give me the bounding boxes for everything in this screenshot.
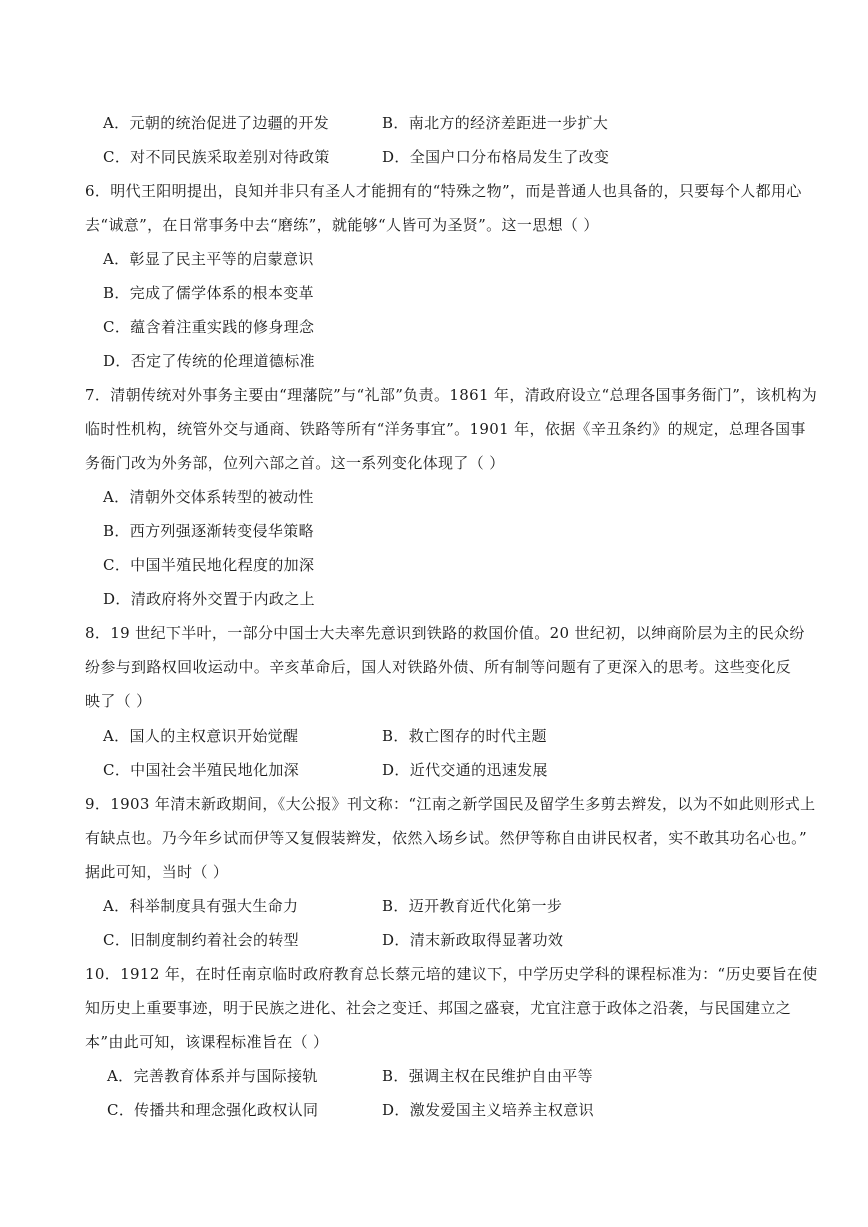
- q7-option-c[interactable]: C．中国半殖民地化程度的加深: [103, 556, 315, 574]
- q7-stem-line-2: 临时性机构，统管外交与通商、铁路等所有“洋务事宜”。1901 年，依据《辛丑条约》的规定，总理各国事: [85, 420, 806, 438]
- q10-stem-line-2: 知历史上重要事迹，明于民族之进化、社会之变迁、邦国之盛衰，尤宜注意于政体之沿袭，与民国建立之: [85, 999, 792, 1017]
- q8-option-c[interactable]: C．中国社会半殖民地化加深: [103, 761, 300, 779]
- q9-option-c[interactable]: C．旧制度制约着社会的转型: [103, 931, 300, 949]
- q7-stem-line-1: 7．清朝传统对外事务主要由“理藩院”与“礼部”负责。1861 年，清政府设立“总理各国事务衙门”，该机构为: [85, 386, 818, 404]
- q10-option-d[interactable]: D．激发爱国主义培养主权意识: [382, 1101, 594, 1119]
- q6-stem-line-1: 6．明代王阳明提出，良知并非只有圣人才能拥有的“特殊之物”，而是普通人也具备的，只要每个人都用心: [85, 182, 802, 200]
- q9-option-a[interactable]: A．科举制度具有强大生命力: [103, 897, 299, 915]
- q6-option-b[interactable]: B．完成了儒学体系的根本变革: [103, 284, 314, 302]
- q5-option-b[interactable]: B．南北方的经济差距进一步扩大: [382, 114, 609, 132]
- q9-stem-line-1: 9．1903 年清末新政期间，《大公报》刊文称：“江南之新学国民及留学生多剪去辫发，以为不如此则形式上: [85, 795, 816, 813]
- q9-stem-line-3: 据此可知，当时（ ）: [85, 863, 229, 881]
- q7-option-d[interactable]: D．清政府将外交置于内政之上: [103, 590, 315, 608]
- q8-stem-line-1: 8．19 世纪下半叶，一部分中国士大夫率先意识到铁路的救国价值。20 世纪初，以绅商阶层为主的民众纷: [85, 624, 805, 642]
- q10-option-c[interactable]: C．传播共和理念强化政权认同: [107, 1101, 319, 1119]
- q9-stem-line-2: 有缺点也。乃今年乡试而伊等又复假装辫发，依然入场乡试。然伊等称自由讲民权者，实不敢其功名心也。”: [85, 829, 807, 847]
- q6-stem-line-2: 去“诚意”，在日常事务中去“磨练”，就能够“人皆可为圣贤”。这一思想（ ）: [85, 216, 599, 234]
- q10-option-a[interactable]: A．完善教育体系并与国际接轨: [107, 1067, 318, 1085]
- q8-stem-line-2: 纷参与到路权回收运动中。辛亥革命后，国人对铁路外债、所有制等问题有了更深入的思考。这些变化反: [85, 658, 792, 676]
- q7-option-b[interactable]: B．西方列强逐渐转变侵华策略: [103, 522, 314, 540]
- q10-stem-line-3: 本”由此可知，该课程标准旨在（ ）: [85, 1033, 329, 1051]
- q7-option-a[interactable]: A．清朝外交体系转型的被动性: [103, 488, 314, 506]
- q9-option-d[interactable]: D．清末新政取得显著功效: [382, 931, 564, 949]
- q8-option-a[interactable]: A．国人的主权意识开始觉醒: [103, 727, 299, 745]
- q7-stem-line-3: 务衙门改为外务部，位列六部之首。这一系列变化体现了（ ）: [85, 454, 505, 472]
- q5-option-d[interactable]: D．全国户口分布格局发生了改变: [382, 148, 610, 166]
- q8-stem-line-3: 映了（ ）: [85, 692, 152, 710]
- q5-option-c[interactable]: C．对不同民族采取差别对待政策: [103, 148, 330, 166]
- q8-option-d[interactable]: D．近代交通的迅速发展: [382, 761, 548, 779]
- q10-stem-line-1: 10．1912 年，在时任南京临时政府教育总长蔡元培的建议下，中学历史学科的课程标准为：“历史要旨在使: [85, 965, 818, 983]
- q10-option-b[interactable]: B．强调主权在民维护自由平等: [382, 1067, 593, 1085]
- q6-option-a[interactable]: A．彰显了民主平等的启蒙意识: [103, 250, 314, 268]
- q6-option-d[interactable]: D．否定了传统的伦理道德标准: [103, 352, 315, 370]
- q5-option-a[interactable]: A．元朝的统治促进了边疆的开发: [103, 114, 330, 132]
- q9-option-b[interactable]: B．迈开教育近代化第一步: [382, 897, 563, 915]
- q8-option-b[interactable]: B．救亡图存的时代主题: [382, 727, 547, 745]
- q6-option-c[interactable]: C．蕴含着注重实践的修身理念: [103, 318, 315, 336]
